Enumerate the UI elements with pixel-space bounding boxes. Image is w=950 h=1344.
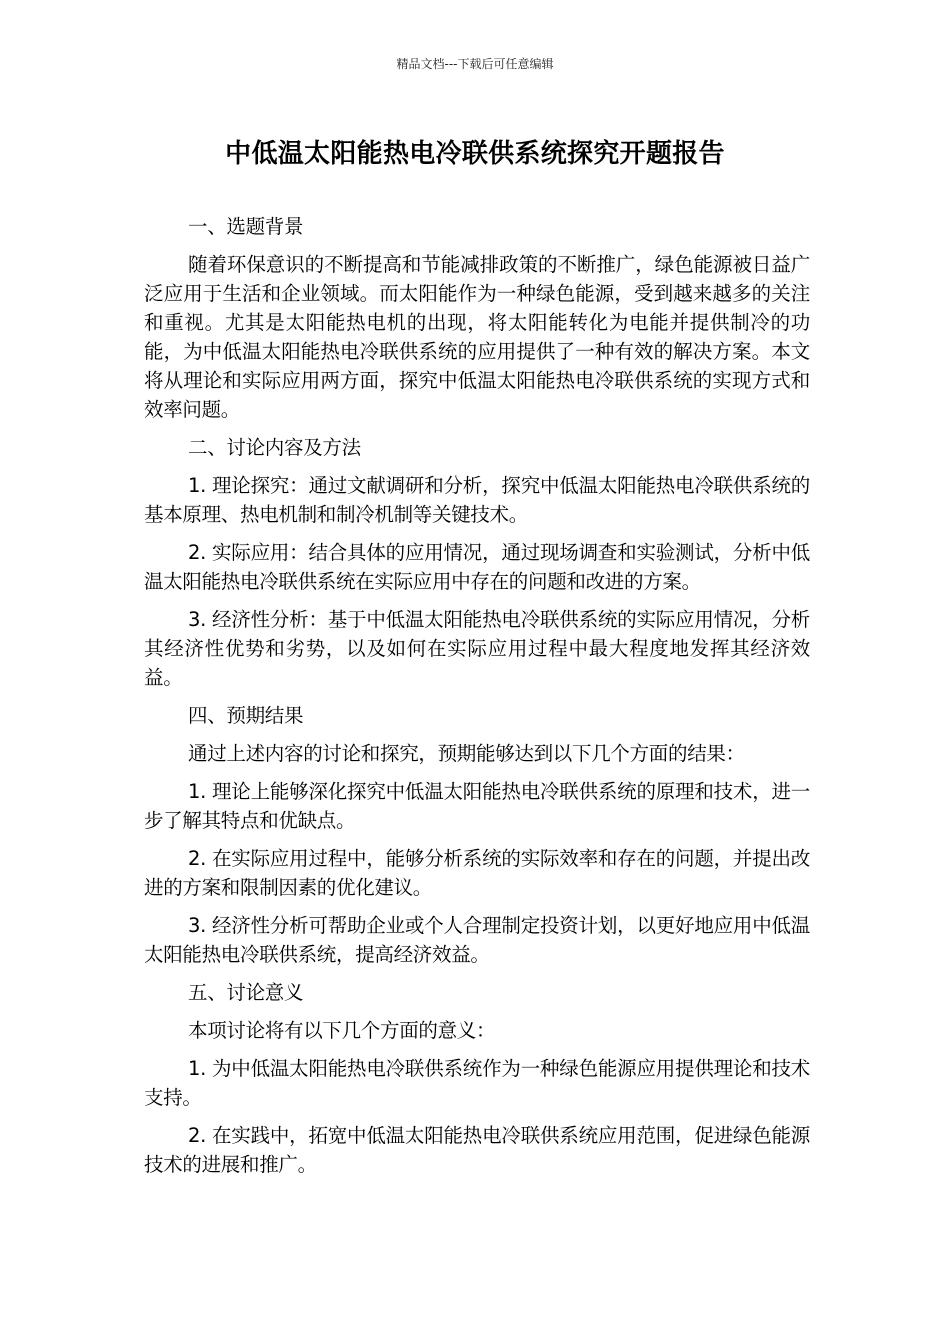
significance-item-2: 2. 在实践中，拓宽中低温太阳能热电冷联供系统应用范围，促进绿色能源技术的进展和推广。 [144,1124,810,1176]
background-paragraph: 随着环保意识的不断提高和节能减排政策的不断推广，绿色能源被日益广泛应用于生活和企业领域。而太阳能作为一种绿色能源，受到越来越多的关注和重视。尤其是太阳能热电机的出现，将太阳能转化为电能并提供制冷的功能，为中低温太阳能热电冷联供系统的应用提供了一种有效的解决方案。本文将从理论和实际应用两方面，探究中低温太阳能热电冷联供系统的实现方式和效率问题。 [144,253,810,421]
results-intro: 通过上述内容的讨论和探究，预期能够达到以下几个方面的结果： [188,742,745,765]
section-heading-results: 四、预期结果 [188,704,304,727]
methods-item-2: 2. 实际应用：结合具体的应用情况，通过现场调查和实验测试，分析中低温太阳能热电冷联供系统在实际应用中存在的问题和改进的方案。 [144,541,810,593]
document-title: 中低温太阳能热电冷联供系统探究开题报告 [225,139,725,169]
header-note: 精品文档---下载后可任意编辑 [396,57,554,71]
section-heading-background: 一、选题背景 [188,215,304,238]
methods-item-1: 1. 理论探究：通过文献调研和分析，探究中低温太阳能热电冷联供系统的基本原理、热电机制和制冷机制等关键技术。 [144,474,810,526]
section-heading-methods: 二、讨论内容及方法 [188,436,361,459]
section-heading-significance: 五、讨论意义 [188,981,304,1004]
significance-item-1: 1. 为中低温太阳能热电冷联供系统作为一种绿色能源应用提供理论和技术支持。 [144,1057,810,1109]
results-item-3: 3. 经济性分析可帮助企业或个人合理制定投资计划，以更好地应用中低温太阳能热电冷联供系统，提高经济效益。 [144,914,810,966]
significance-intro: 本项讨论将有以下几个方面的意义： [188,1019,496,1042]
results-item-2: 2. 在实际应用过程中，能够分析系统的实际效率和存在的问题，并提出改进的方案和限制因素的优化建议。 [144,847,810,899]
methods-item-3: 3. 经济性分析：基于中低温太阳能热电冷联供系统的实际应用情况，分析其经济性优势和劣势，以及如何在实际应用过程中最大程度地发挥其经济效益。 [144,608,810,689]
document-body [144,212,810,1188]
results-item-1: 1. 理论上能够深化探究中低温太阳能热电冷联供系统的原理和技术，进一步了解其特点和优缺点。 [144,780,810,832]
